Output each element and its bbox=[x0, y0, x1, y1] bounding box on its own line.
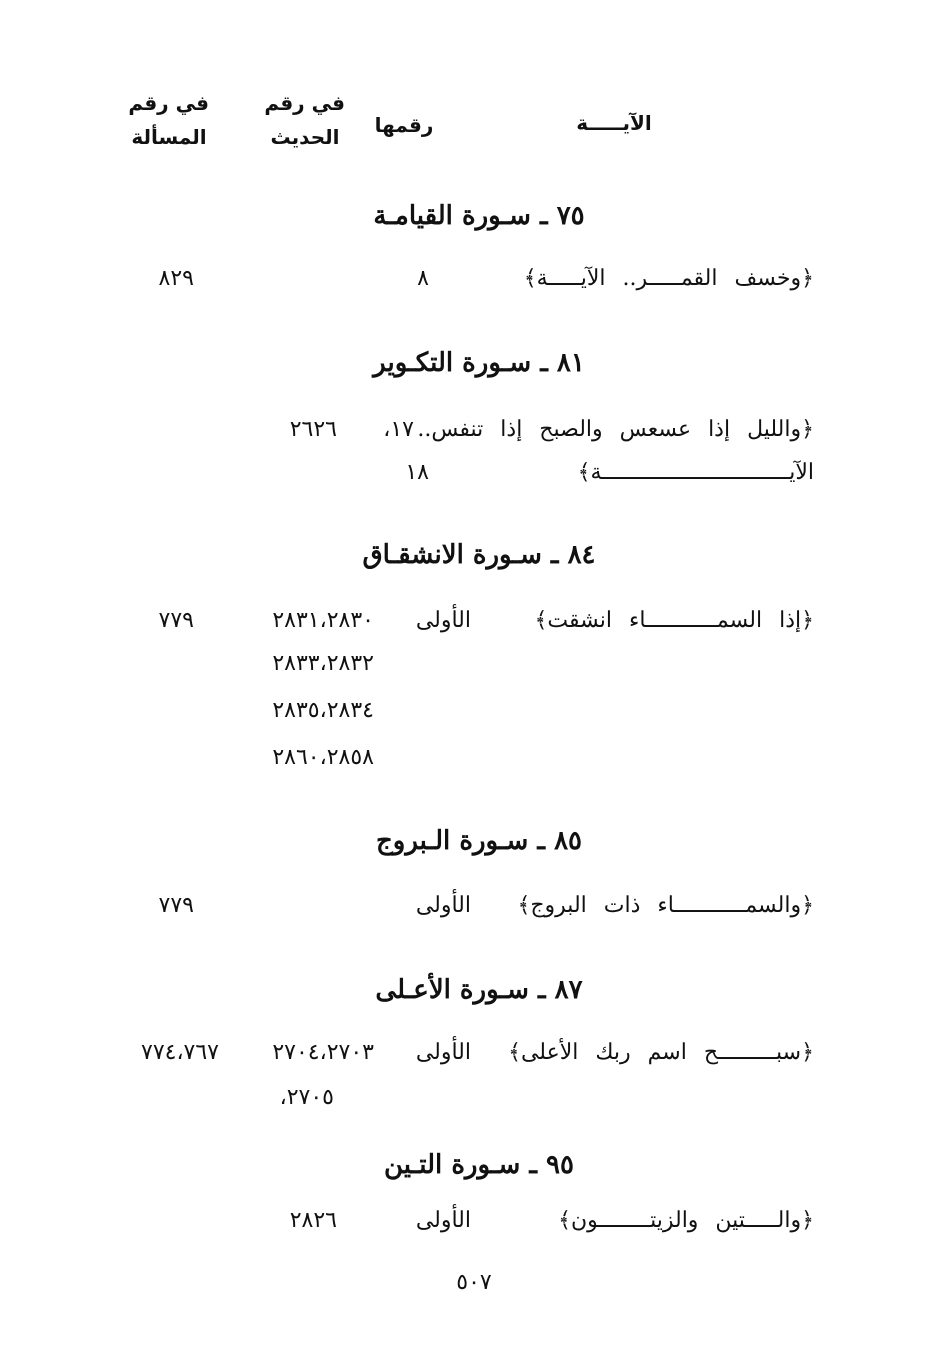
issue-number: ٨٢٩ bbox=[158, 266, 194, 291]
hadith-number: ٢٨٣٥،٢٨٣٤ bbox=[272, 698, 374, 723]
hadith-number: ٢٧٠٤،٢٧٠٣ bbox=[272, 1040, 374, 1065]
ayah-number: ١٧، bbox=[383, 417, 414, 442]
surah-title: ٨١ ـ سـورة التكـوير bbox=[373, 348, 585, 378]
header-issue-line2: المسألة bbox=[131, 125, 207, 149]
surah-title: ٨٥ ـ سـورة الـبروج bbox=[375, 826, 582, 856]
ayah-number: الأولى bbox=[415, 893, 471, 918]
verse-text: ﴿إذا السمـــــــــــاء انشقت﴾ bbox=[534, 608, 814, 633]
ayah-number: الأولى bbox=[415, 1208, 471, 1233]
verse-text: ﴿والسمـــــــــــاء ذات البروج﴾ bbox=[517, 893, 814, 918]
verse-text: ﴿والـــــتين والزيتــــــــون﴾ bbox=[558, 1208, 814, 1233]
ayah-number: ٨ bbox=[417, 266, 429, 291]
ayah-number: الأولى bbox=[415, 1040, 471, 1065]
ayah-number: ١٨ bbox=[405, 460, 429, 485]
verse-text: ﴿والليل إذا عسعس والصبح إذا تنفس.. bbox=[417, 417, 814, 442]
hadith-number: ٢٨٢٦ bbox=[289, 1208, 337, 1233]
header-issue-line1: في رقم bbox=[128, 91, 209, 115]
surah-title: ٨٧ ـ سـورة الأعـلى bbox=[375, 975, 583, 1005]
verse-text-continued: الآيـــــــــــــــــــــــــــــة﴾ bbox=[577, 460, 814, 485]
surah-title: ٨٤ ـ سـورة الانشقـاق bbox=[362, 540, 596, 570]
verse-text: ﴿وخسف القمـــــر.. الآيـــــة﴾ bbox=[523, 266, 814, 291]
issue-number: ٧٧٤،٧٦٧ bbox=[141, 1040, 219, 1065]
ayah-number: الأولى bbox=[415, 608, 471, 633]
hadith-number: ٢٦٢٦ bbox=[289, 417, 337, 442]
header-issue-number bbox=[129, 86, 209, 154]
issue-number: ٧٧٩ bbox=[158, 893, 194, 918]
hadith-number: ٢٧٠٥، bbox=[279, 1085, 334, 1110]
header-hadith-line2: الحديث bbox=[270, 125, 340, 149]
hadith-number: ٢٨٣٣،٢٨٣٢ bbox=[272, 651, 374, 676]
header-verse-number: رقمها bbox=[374, 113, 434, 137]
header-verse: الآيـــــة bbox=[576, 111, 652, 135]
issue-number: ٧٧٩ bbox=[158, 608, 194, 633]
header-hadith-number bbox=[265, 86, 345, 154]
hadith-number: ٢٨٣١،٢٨٣٠ bbox=[272, 608, 374, 633]
hadith-number: ٢٨٦٠،٢٨٥٨ bbox=[272, 745, 374, 770]
surah-title: ٧٥ ـ سـورة القيامـة bbox=[373, 201, 585, 231]
header-hadith-line1: في رقم bbox=[264, 91, 345, 115]
surah-title: ٩٥ ـ سـورة التـين bbox=[384, 1150, 574, 1180]
verse-text: ﴿سبـــــــــح اسم ربك الأعلى﴾ bbox=[508, 1040, 814, 1065]
page-number: ٥٠٧ bbox=[456, 1270, 492, 1295]
